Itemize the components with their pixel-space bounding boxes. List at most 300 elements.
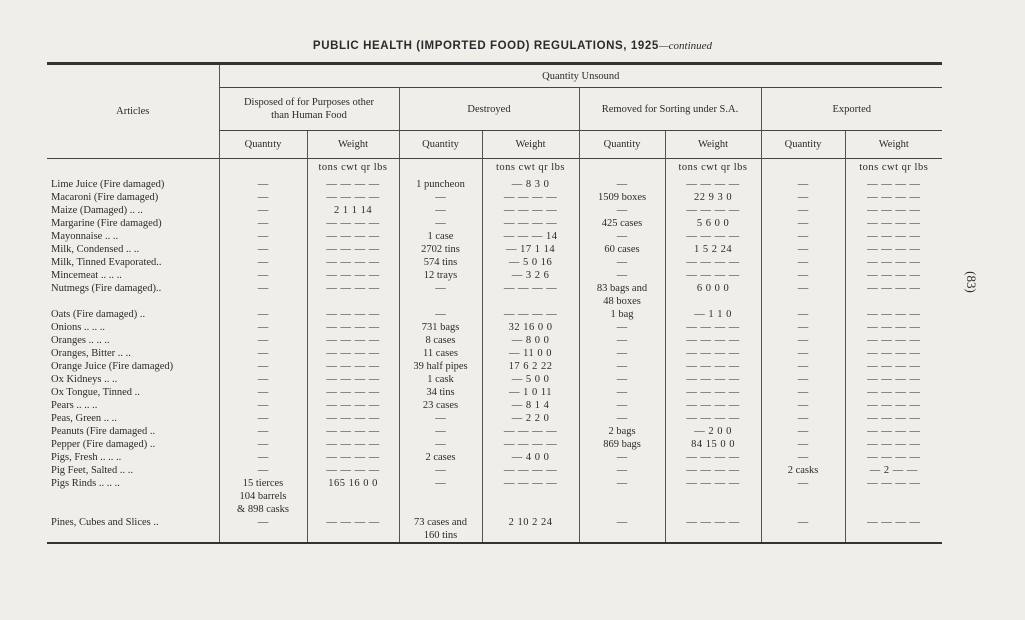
exported-weight: — — — — [845,321,942,334]
disposed-weight: — — — — [307,243,399,256]
disposed-quantity: — [219,321,307,334]
disposed-quantity: — [219,243,307,256]
disposed-weight: — — — — [307,438,399,451]
destroyed-quantity: — [399,308,482,321]
removed-weight [665,503,761,516]
disposed-quantity [219,295,307,308]
disposed-weight [307,503,399,516]
disposed-weight: — — — — [307,217,399,230]
exported-quantity: — [761,373,845,386]
removed-weight: 6 0 0 0 [665,282,761,295]
exported-quantity [761,490,845,503]
table-row [47,282,942,295]
disposed-quantity: — [219,412,307,425]
article-name [47,490,219,503]
units-label: tons cwt qr lbs [845,159,942,179]
disposed-weight: — — — — [307,399,399,412]
exported-weight [845,490,942,503]
removed-quantity: 1509 boxes [579,191,665,204]
title-text: PUBLIC HEALTH (IMPORTED FOOD) REGULATIONS, 1925 [312,40,659,52]
exported-weight: — — — — [845,230,942,243]
article-name: Mincemeat .. .. .. [51,270,122,281]
disposed-weight: — — — — [307,178,399,191]
removed-quantity: — [579,204,665,217]
exported-weight [845,503,942,516]
destroyed-quantity: 2702 tins [399,243,482,256]
disposed-weight: — — — — [307,321,399,334]
destroyed-quantity: — [399,438,482,451]
removed-weight: — — — — [665,334,761,347]
removed-weight [665,529,761,543]
removed-quantity: — [579,464,665,477]
table-row [47,386,942,399]
destroyed-weight: — 8 3 0 [482,178,579,191]
table-row [47,464,942,477]
disposed-weight: — — — — [307,373,399,386]
destroyed-weight: — — — — [482,477,579,490]
exported-quantity: — [761,243,845,256]
table-row [47,373,942,386]
destroyed-quantity: — [399,425,482,438]
destroyed-weight: — — — — [482,425,579,438]
disposed-weight: — — — — [307,360,399,373]
removed-weight: — — — — [665,412,761,425]
destroyed-weight: — — — — [482,438,579,451]
destroyed-weight [482,529,579,543]
exported-weight [845,529,942,543]
exported-weight: — — — — [845,282,942,295]
exported-weight: — — — — [845,438,942,451]
removed-weight: — — — — [665,347,761,360]
exported-weight: — — — — [845,269,942,282]
article-name: Ox Kidneys .. .. [51,374,118,385]
table-row [47,204,942,217]
table-row [47,490,942,503]
units-label: tons cwt qr lbs [665,159,761,179]
exported-weight: — — — — [845,256,942,269]
units-row [47,159,942,179]
table-row [47,230,942,243]
disposed-weight: — — — — [307,412,399,425]
exported-quantity [761,503,845,516]
removed-weight: — — — — [665,178,761,191]
removed-weight: — — — — [665,230,761,243]
destroyed-quantity [399,490,482,503]
header-quantity: Quantity [399,131,482,159]
disposed-weight: — — — — [307,347,399,360]
exported-quantity: — [761,347,845,360]
removed-quantity [579,503,665,516]
article-name [47,529,219,543]
destroyed-weight: — 11 0 0 [482,347,579,360]
page-number: (83) [963,271,979,293]
disposed-quantity: — [219,399,307,412]
exported-quantity: — [761,269,845,282]
header-removed: Removed for Sorting under S.A. [579,88,761,131]
destroyed-weight: — 5 0 0 [482,373,579,386]
removed-quantity: — [579,477,665,490]
disposed-weight [307,295,399,308]
table-row [47,503,942,516]
removed-weight: 22 9 3 0 [665,191,761,204]
table-row [47,451,942,464]
table-row [47,321,942,334]
disposed-quantity: — [219,204,307,217]
destroyed-weight: — — — — [482,282,579,295]
disposed-weight: — — — — [307,516,399,529]
exported-quantity: — [761,360,845,373]
article-name: Pig Feet, Salted .. .. [51,465,133,476]
destroyed-weight [482,490,579,503]
disposed-quantity: 15 tierces [219,477,307,490]
table-row [47,477,942,490]
removed-weight: — — — — [665,204,761,217]
exported-quantity: — [761,256,845,269]
removed-quantity: — [579,256,665,269]
exported-weight: — — — — [845,217,942,230]
destroyed-quantity: — [399,464,482,477]
header-weight: Weight [307,131,399,159]
exported-weight: — — — — [845,360,942,373]
disposed-quantity: 104 barrels [219,490,307,503]
removed-weight: — — — — [665,321,761,334]
header-disposed: Disposed of for Purposes other than Human Food [219,88,399,131]
page-title [0,40,1025,52]
destroyed-weight: — — — — [482,204,579,217]
destroyed-quantity: 12 trays [399,269,482,282]
header-quantity-unsound: Quantity Unsound [219,64,942,88]
removed-quantity: — [579,386,665,399]
disposed-quantity: — [219,464,307,477]
destroyed-quantity: — [399,282,482,295]
removed-quantity: — [579,178,665,191]
article-name: Oranges .. .. .. [51,335,110,346]
removed-quantity: 869 bags [579,438,665,451]
removed-weight: — — — — [665,360,761,373]
destroyed-quantity [399,295,482,308]
disposed-quantity: — [219,334,307,347]
table-body [47,159,942,544]
destroyed-weight: — 8 1 4 [482,399,579,412]
removed-weight: 5 6 0 0 [665,217,761,230]
destroyed-quantity: 11 cases [399,347,482,360]
exported-quantity: — [761,282,845,295]
article-name: Mayonnaise .. .. [51,231,119,242]
exported-quantity: — [761,425,845,438]
exported-quantity: — [761,230,845,243]
destroyed-quantity: — [399,191,482,204]
article-name: Onions .. .. .. [51,322,105,333]
removed-weight: — 1 1 0 [665,308,761,321]
exported-weight: — — — — [845,386,942,399]
destroyed-weight: — — — — [482,464,579,477]
disposed-quantity: — [219,451,307,464]
removed-weight: 84 15 0 0 [665,438,761,451]
destroyed-quantity: 34 tins [399,386,482,399]
header-destroyed: Destroyed [399,88,579,131]
article-name: Pepper (Fire damaged) .. [51,439,156,450]
exported-weight: — — — — [845,373,942,386]
article-name: Milk, Condensed .. .. [51,244,140,255]
removed-weight [665,295,761,308]
exported-quantity: — [761,477,845,490]
destroyed-quantity: 1 cask [399,373,482,386]
disposed-quantity: — [219,217,307,230]
destroyed-weight: 17 6 2 22 [482,360,579,373]
table-row [47,178,942,191]
table-row [47,438,942,451]
destroyed-weight: — — — 14 [482,230,579,243]
table-row [47,269,942,282]
exported-weight [845,295,942,308]
disposed-quantity: — [219,360,307,373]
destroyed-quantity: 23 cases [399,399,482,412]
article-name: Peanuts (Fire damaged .. [51,426,156,437]
disposed-weight: — — — — [307,282,399,295]
destroyed-weight: — 5 0 16 [482,256,579,269]
exported-weight: — — — — [845,178,942,191]
removed-quantity: 48 boxes [579,295,665,308]
destroyed-weight: 2 10 2 24 [482,516,579,529]
destroyed-weight [482,295,579,308]
table-row [47,243,942,256]
disposed-weight: — — — — [307,230,399,243]
table-row [47,334,942,347]
destroyed-quantity [399,503,482,516]
header-quantity: Quantity [761,131,845,159]
table-row [47,191,942,204]
destroyed-weight [482,503,579,516]
disposed-quantity: — [219,516,307,529]
article-name: Pigs Rinds .. .. .. [51,478,120,489]
exported-weight: — — — — [845,243,942,256]
exported-quantity: — [761,178,845,191]
destroyed-quantity: — [399,412,482,425]
removed-quantity: — [579,321,665,334]
exported-weight: — — — — [845,308,942,321]
exported-quantity: — [761,438,845,451]
table-row [47,425,942,438]
exported-weight: — — — — [845,425,942,438]
removed-quantity [579,529,665,543]
destroyed-weight: — 1 0 11 [482,386,579,399]
article-name: Milk, Tinned Evaporated.. [51,257,162,268]
removed-quantity: — [579,373,665,386]
destroyed-weight: — — — — [482,308,579,321]
table-row [47,412,942,425]
header-exported: Exported [761,88,942,131]
table-row [47,217,942,230]
exported-quantity: — [761,334,845,347]
article-name [47,503,219,516]
destroyed-quantity: — [399,217,482,230]
disposed-weight: — — — — [307,386,399,399]
destroyed-weight: — 4 0 0 [482,451,579,464]
removed-weight: — — — — [665,373,761,386]
removed-weight: — — — — [665,477,761,490]
article-name: Peas, Green .. .. [51,413,117,424]
exported-weight: — — — — [845,204,942,217]
disposed-weight: — — — — [307,425,399,438]
removed-quantity: — [579,399,665,412]
destroyed-quantity: 731 bags [399,321,482,334]
removed-quantity: — [579,230,665,243]
exported-quantity: — [761,321,845,334]
exported-weight: — — — — [845,477,942,490]
exported-quantity: — [761,399,845,412]
exported-quantity: 2 casks [761,464,845,477]
table-row [47,399,942,412]
exported-weight: — — — — [845,516,942,529]
article-name [47,295,219,308]
destroyed-weight: — — — — [482,217,579,230]
disposed-quantity: — [219,308,307,321]
removed-quantity: — [579,347,665,360]
header-quantity: Quantity [579,131,665,159]
destroyed-weight: — 2 2 0 [482,412,579,425]
disposed-weight: 165 16 0 0 [307,477,399,490]
removed-quantity: 83 bags and [579,282,665,295]
article-name: Orange Juice (Fire damaged) [51,361,174,372]
disposed-quantity: — [219,282,307,295]
header-weight: Weight [845,131,942,159]
exported-quantity: — [761,308,845,321]
disposed-quantity: & 898 casks [219,503,307,516]
disposed-weight [307,490,399,503]
exported-weight: — — — — [845,347,942,360]
disposed-quantity: — [219,178,307,191]
disposed-weight: — — — — [307,191,399,204]
removed-quantity: — [579,412,665,425]
destroyed-quantity: 8 cases [399,334,482,347]
removed-weight [665,490,761,503]
destroyed-weight: — 3 2 6 [482,269,579,282]
disposed-quantity: — [219,386,307,399]
removed-quantity: — [579,516,665,529]
article-name: Pines, Cubes and Slices .. [51,517,159,528]
units-label: tons cwt qr lbs [307,159,399,179]
exported-quantity: — [761,217,845,230]
exported-quantity [761,529,845,543]
disposed-quantity [219,529,307,543]
destroyed-weight: 32 16 0 0 [482,321,579,334]
disposed-quantity: — [219,230,307,243]
removed-quantity: — [579,334,665,347]
disposed-quantity: — [219,438,307,451]
article-name: Oats (Fire damaged) .. [51,309,146,320]
removed-weight: 1 5 2 24 [665,243,761,256]
exported-weight: — — — — [845,334,942,347]
article-name: Macaroni (Fire damaged) [51,192,159,203]
exported-quantity: — [761,412,845,425]
exported-quantity: — [761,451,845,464]
table-row [47,308,942,321]
removed-quantity: — [579,451,665,464]
removed-weight: — — — — [665,451,761,464]
removed-weight: — — — — [665,269,761,282]
removed-weight: — — — — [665,464,761,477]
destroyed-quantity: — [399,477,482,490]
disposed-weight: — — — — [307,464,399,477]
removed-quantity: 60 cases [579,243,665,256]
table-row [47,347,942,360]
table-row [47,360,942,373]
destroyed-quantity: 73 cases and [399,516,482,529]
exported-quantity [761,295,845,308]
disposed-quantity: — [219,269,307,282]
destroyed-weight: — — — — [482,191,579,204]
disposed-quantity: — [219,373,307,386]
exported-weight: — — — — [845,399,942,412]
article-name: Pigs, Fresh .. .. .. [51,452,122,463]
article-name: Maize (Damaged) .. .. [51,205,143,216]
table-row [47,529,942,543]
header-weight: Weight [665,131,761,159]
table-row [47,516,942,529]
units-label: tons cwt qr lbs [482,159,579,179]
disposed-quantity: — [219,191,307,204]
header-weight: Weight [482,131,579,159]
article-name: Margarine (Fire damaged) [51,218,162,229]
disposed-quantity: — [219,347,307,360]
exported-weight: — — — — [845,451,942,464]
disposed-weight: — — — — [307,451,399,464]
removed-quantity: — [579,269,665,282]
article-name: Nutmegs (Fire damaged).. [51,283,162,294]
destroyed-quantity: 1 puncheon [399,178,482,191]
removed-weight: — — — — [665,386,761,399]
destroyed-weight: — 17 1 14 [482,243,579,256]
article-name: Ox Tongue, Tinned .. [51,387,140,398]
disposed-weight: — — — — [307,269,399,282]
removed-weight: — 2 0 0 [665,425,761,438]
removed-quantity: 1 bag [579,308,665,321]
destroyed-quantity: 2 cases [399,451,482,464]
exported-quantity: — [761,386,845,399]
exported-weight: — — — — [845,191,942,204]
disposed-quantity: — [219,425,307,438]
removed-quantity: — [579,360,665,373]
table-row [47,295,942,308]
destroyed-quantity: 1 case [399,230,482,243]
header-articles: Articles [47,64,219,159]
article-name: Pears .. .. .. [51,400,98,411]
table-row [47,256,942,269]
removed-quantity [579,490,665,503]
title-suffix: —continued [658,40,713,52]
disposed-weight [307,529,399,543]
removed-quantity: 2 bags [579,425,665,438]
disposed-weight: 2 1 1 14 [307,204,399,217]
destroyed-quantity: 574 tins [399,256,482,269]
article-name: Oranges, Bitter .. .. [51,348,131,359]
removed-quantity: 425 cases [579,217,665,230]
removed-weight: — — — — [665,256,761,269]
exported-quantity: — [761,516,845,529]
removed-weight: — — — — [665,516,761,529]
exported-quantity: — [761,191,845,204]
disposed-weight: — — — — [307,308,399,321]
exported-weight: — 2 — — [845,464,942,477]
article-name: Lime Juice (Fire damaged) [51,179,165,190]
disposed-weight: — — — — [307,256,399,269]
header-quantity: Quantıty [219,131,307,159]
exported-weight: — — — — [845,412,942,425]
destroyed-quantity: — [399,204,482,217]
destroyed-weight: — 8 0 0 [482,334,579,347]
disposed-quantity: — [219,256,307,269]
imported-food-table [47,62,942,544]
